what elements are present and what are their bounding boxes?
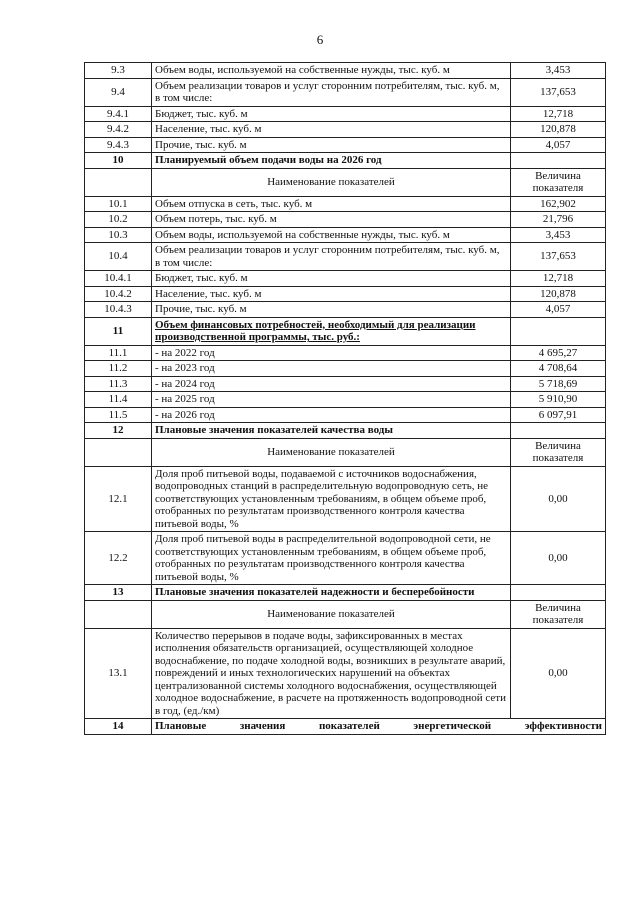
indicator-name: - на 2026 год [152,407,511,423]
indicator-value: 21,796 [511,212,606,228]
section-number: 10 [85,153,152,169]
table-row [85,153,606,169]
indicator-name: Прочие, тыс. куб. м [152,302,511,318]
indicator-name: Количество перерывов в подаче воды, зафиксированных в местах исполнения обязательств организацией, осуществляющей холодное водоснабжение, по подаче холодной воды, возникших в результате аварий, повреждений и иных технологических нарушений на объектах централизованной системы холодного водоснабжения, осуществляющей холодное водоснабжение, в расчете на протяженность водопроводной сети в год, (ед./км) [152,628,511,719]
indicator-name: Доля проб питьевой воды в распределительной водопроводной сети, не соответствующих установленным требованиям, в общем объеме проб, отобранных по результатам производственного контроля качества питьевой воды, % [152,532,511,585]
table-row [85,63,606,79]
indicator-name: Объем отпуска в сеть, тыс. куб. м [152,196,511,212]
row-number: 11.3 [85,376,152,392]
section-title: Плановые значения показателей качества воды [152,423,511,439]
empty-cell [85,600,152,628]
table-row [85,317,606,345]
section-title: Планируемый объем подачи воды на 2026 год [152,153,511,169]
indicator-name: Население, тыс. куб. м [152,122,511,138]
section-title: Объем финансовых потребностей, необходимый для реализации производственной программы, тыс. руб.: [152,317,511,345]
table-row [85,196,606,212]
indicator-value: 3,453 [511,227,606,243]
row-number: 11.2 [85,361,152,377]
indicator-value: 120,878 [511,122,606,138]
indicator-name: Объем потерь, тыс. куб. м [152,212,511,228]
indicator-value: 137,653 [511,243,606,271]
indicator-name: Объем воды, используемой на собственные нужды, тыс. куб. м [152,227,511,243]
indicator-name: - на 2025 год [152,392,511,408]
table-row [85,361,606,377]
indicators-table [84,62,606,735]
row-number: 10.3 [85,227,152,243]
row-number: 9.4.1 [85,106,152,122]
indicator-value: 5 910,90 [511,392,606,408]
table-row [85,376,606,392]
table-row [85,286,606,302]
empty-cell [511,317,606,345]
row-number: 9.4.3 [85,137,152,153]
indicator-name: - на 2024 год [152,376,511,392]
indicator-name: Прочие, тыс. куб. м [152,137,511,153]
row-number: 11.1 [85,345,152,361]
table-row [85,392,606,408]
row-number: 10.4.3 [85,302,152,318]
column-header-value: Величина показателя [511,600,606,628]
indicator-value: 0,00 [511,466,606,532]
indicator-name: Бюджет, тыс. куб. м [152,106,511,122]
table-row [85,271,606,287]
empty-cell [511,153,606,169]
table-row [85,466,606,532]
row-number: 12.1 [85,466,152,532]
indicator-value: 6 097,91 [511,407,606,423]
table-row [85,122,606,138]
indicator-name: Бюджет, тыс. куб. м [152,271,511,287]
section-title: Плановые значения показателей энергетической эффективности [152,719,606,735]
table-row [85,585,606,601]
indicator-name: Население, тыс. куб. м [152,286,511,302]
indicator-value: 120,878 [511,286,606,302]
section-number: 11 [85,317,152,345]
indicator-value: 12,718 [511,106,606,122]
indicator-value: 4,057 [511,302,606,318]
row-number: 10.4.2 [85,286,152,302]
indicator-value: 162,902 [511,196,606,212]
table-row [85,628,606,719]
table-row [85,302,606,318]
table-row [85,423,606,439]
indicator-value: 12,718 [511,271,606,287]
table-row [85,227,606,243]
row-number: 10.4 [85,243,152,271]
table-row [85,106,606,122]
section-title: Плановые значения показателей надежности и бесперебойности [152,585,511,601]
column-header-name: Наименование показателей [152,168,511,196]
table-row [85,600,606,628]
table-row [85,243,606,271]
indicator-value: 4 708,64 [511,361,606,377]
column-header-name: Наименование показателей [152,438,511,466]
column-header-value: Величина показателя [511,168,606,196]
table-row [85,532,606,585]
indicator-value: 4 695,27 [511,345,606,361]
table-row [85,168,606,196]
indicator-name: - на 2023 год [152,361,511,377]
indicator-value: 0,00 [511,532,606,585]
indicator-name: Доля проб питьевой воды, подаваемой с источников водоснабжения, водопроводных станций в распределительную водопроводную сеть, не соответствующих установленным требованиям, в общем объеме проб, отобранных по результатам производственного контроля качества питьевой воды, % [152,466,511,532]
row-number: 11.4 [85,392,152,408]
row-number: 12.2 [85,532,152,585]
row-number: 11.5 [85,407,152,423]
table-row [85,438,606,466]
row-number: 10.1 [85,196,152,212]
section-number: 12 [85,423,152,439]
table-row [85,78,606,106]
row-number: 9.3 [85,63,152,79]
row-number: 9.4.2 [85,122,152,138]
indicator-value: 0,00 [511,628,606,719]
empty-cell [85,438,152,466]
empty-cell [511,423,606,439]
indicator-name: Объем воды, используемой на собственные нужды, тыс. куб. м [152,63,511,79]
indicator-name: Объем реализации товаров и услуг сторонним потребителям, тыс. куб. м, в том числе: [152,78,511,106]
page-number: 6 [316,32,324,47]
section-number: 14 [85,719,152,735]
row-number: 13.1 [85,628,152,719]
indicator-name: Объем реализации товаров и услуг сторонним потребителям, тыс. куб. м, в том числе: [152,243,511,271]
row-number: 10.2 [85,212,152,228]
indicator-value: 3,453 [511,63,606,79]
row-number: 10.4.1 [85,271,152,287]
row-number: 9.4 [85,78,152,106]
indicator-value: 5 718,69 [511,376,606,392]
table-row [85,719,606,735]
table-row [85,345,606,361]
column-header-name: Наименование показателей [152,600,511,628]
indicator-value: 4,057 [511,137,606,153]
table-row [85,407,606,423]
column-header-value: Величина показателя [511,438,606,466]
empty-cell [85,168,152,196]
table-row [85,212,606,228]
empty-cell [511,585,606,601]
indicator-name: - на 2022 год [152,345,511,361]
section-number: 13 [85,585,152,601]
table-row [85,137,606,153]
indicator-value: 137,653 [511,78,606,106]
